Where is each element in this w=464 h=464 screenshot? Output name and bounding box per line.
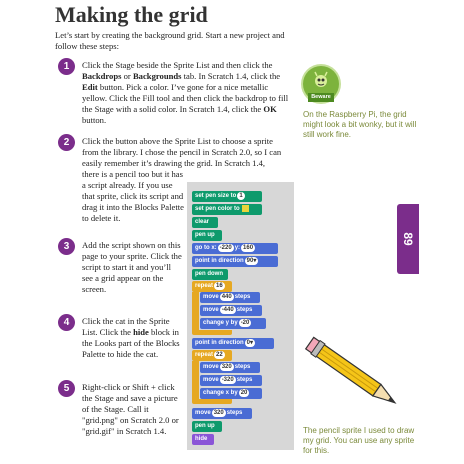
page-number-tab — [397, 204, 419, 274]
pencil-caption: The pencil sprite I used to draw my grid. You can use any sprite for this. — [303, 426, 415, 455]
block-move-minus-320: move -320 steps — [200, 375, 262, 386]
block-pen-up-final: pen up — [192, 421, 222, 432]
block-set-pen-size: set pen size to 1 — [192, 191, 262, 202]
step-2-text-a: Click the button above the Sprite List to choose a sprite from the library. I chose the pencil in Scratch 2.0, so I can easily remember it’s drawing the grid. In Scratch 1.4, — [82, 136, 282, 168]
block-change-y: change y by -20 — [200, 318, 266, 329]
step-2-text-b: there is a pencil too but it has a script already. If you use that sprite, click its script and drag it into the Blocks Palette to delete it. — [82, 169, 184, 223]
beware-label: Beware — [308, 93, 334, 102]
block-point-direction-90: point in direction 90▾ — [192, 256, 278, 267]
block-set-pen-color: set pen color to — [192, 204, 262, 215]
block-clear: clear — [192, 217, 218, 228]
block-repeat-22: repeat 22 — [192, 350, 232, 361]
block-pen-up: pen up — [192, 230, 222, 241]
repeat-16-foot — [192, 330, 232, 335]
block-repeat-16: repeat 16 — [192, 281, 232, 292]
block-move-minus-440: move -440 steps — [200, 305, 262, 316]
step-4-text: Click the cat in the Sprite List. Click the hide block in the Looks part of the Blocks Palette to hide the cat. — [82, 316, 180, 359]
block-hide: hide — [192, 434, 214, 445]
repeat-22-foot — [192, 399, 232, 404]
repeat-16-arm — [192, 292, 199, 332]
step-1-text: Click the Stage beside the Sprite List and then click the Backdrops or Backgrounds tab. In Scratch 1.4, click the Edit button. Pick a color. I’ve gone for a nice metallic yellow. Click the Fill tool and then click the backdrop to fill the Stage with a solid color. In Scratch 1.4, click the OK button. — [82, 60, 289, 125]
intro-paragraph: Let’s start by creating the background grid. Start a new project and follow these steps: — [55, 30, 285, 51]
step-5-text: Right-click or Shift + click the Stage and save a picture of the Stage. Call it "grid.png" on Scratch 2.0 or "grid.gif" in Scratch 1.4. — [82, 382, 179, 436]
step-number-2: 2 — [58, 134, 75, 151]
step-number-5: 5 — [58, 380, 75, 397]
page-number: 89 — [401, 232, 415, 246]
scratch-script-panel — [187, 182, 294, 450]
repeat-22-arm — [192, 361, 199, 401]
tip-note: On the Raspberry Pi, the grid might look a bit wonky, but it will still work fine. — [303, 110, 417, 139]
block-move-440: move 440 steps — [200, 292, 260, 303]
step-number-1: 1 — [58, 58, 75, 75]
block-pen-down: pen down — [192, 269, 228, 280]
monster-icon — [312, 71, 330, 89]
step-3-text: Add the script shown on this page to your sprite. Click the script to start it and you’ll see a grid appear on the screen. — [82, 240, 182, 294]
step-number-3: 3 — [58, 238, 75, 255]
block-point-direction-0: point in direction 0▾ — [192, 338, 274, 349]
pen-color-swatch — [242, 205, 249, 212]
block-change-x: change x by 20 — [200, 388, 262, 399]
step-number-4: 4 — [58, 314, 75, 331]
page-title: Making the grid — [55, 2, 208, 27]
pencil-sprite-icon — [300, 335, 415, 415]
block-move-320-final: move 320 steps — [192, 408, 252, 419]
block-move-320: move 320 steps — [200, 362, 260, 373]
block-go-to-xy: go to x: -220 y: 160 — [192, 243, 278, 254]
